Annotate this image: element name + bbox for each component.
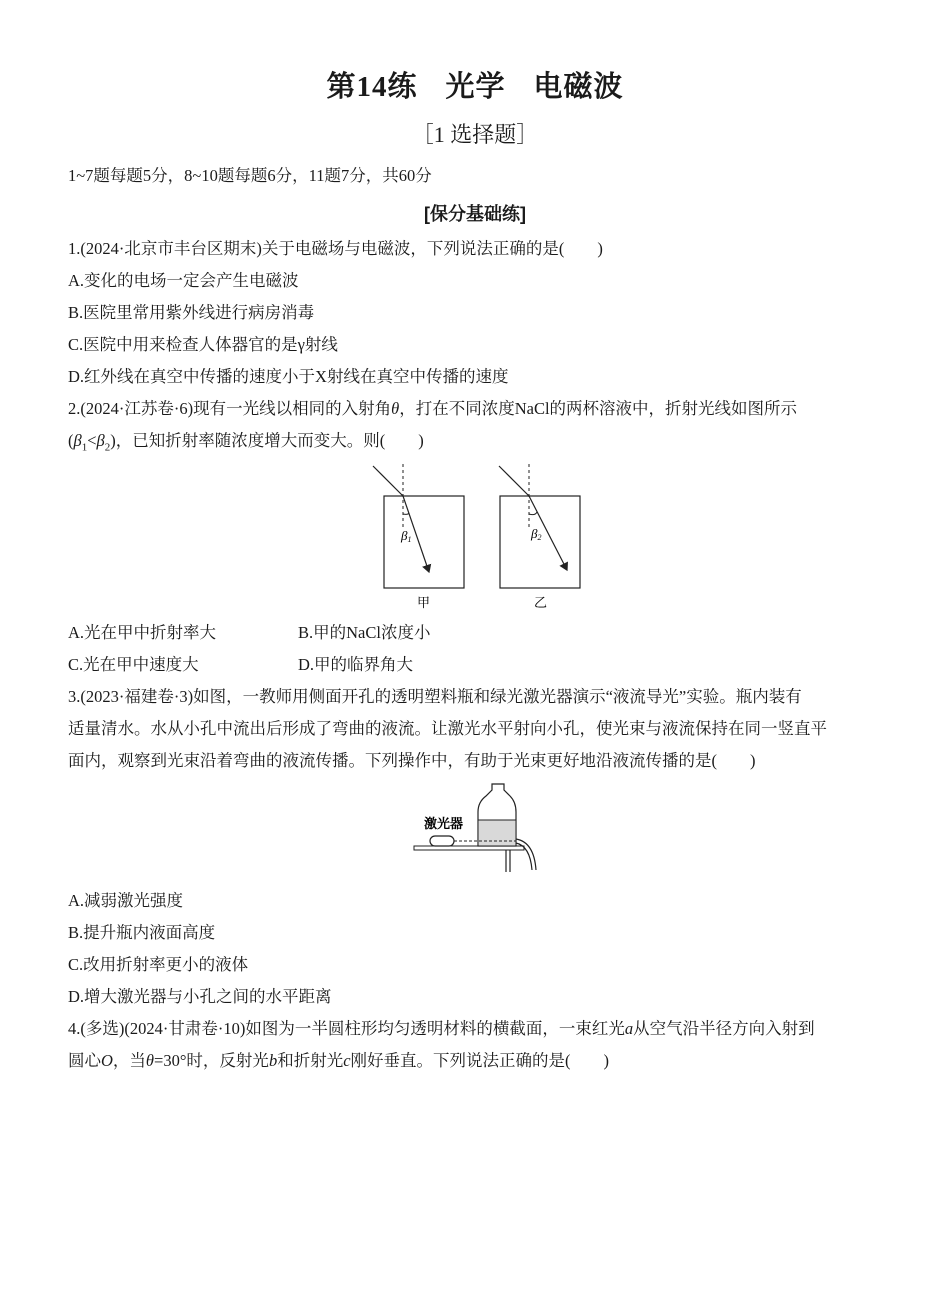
q3-option-d: D.增大激光器与小孔之间的水平距离 (68, 987, 332, 1006)
symbol-b: b (268, 1051, 278, 1070)
q3-stem-line3: 面内，观察到光束沿着弯曲的液流传播。下列操作中，有助于光束更好地沿液流传播的是( ) (68, 751, 756, 770)
q3-option-a: A.减弱激光强度 (68, 891, 184, 910)
beta-label-jia: β1 (401, 528, 412, 544)
subsection-heading: [保分基础练] (424, 204, 526, 224)
theta-symbol: θ (145, 1051, 155, 1070)
q4-text: 从空气沿半径方向入射到 (633, 1019, 815, 1038)
q3-option-b: B.提升瓶内液面高度 (68, 923, 216, 942)
laser-label: 激光器 (424, 816, 464, 831)
subscript: 1 (81, 441, 88, 454)
angle-arc-yi (529, 512, 537, 515)
beta-symbol: β (73, 431, 82, 450)
q1-option-d: D.红外线在真空中传播的速度小于X射线在真空中传播的速度 (68, 367, 509, 386)
beaker-yi (500, 496, 580, 588)
q2-option-a: A.光在甲中折射率大 (68, 623, 217, 642)
q1-stem: 1.(2024·北京市丰台区期末)关于电磁场与电磁波，下列说法正确的是( ) (68, 239, 603, 258)
q1-option-c: C.医院中用来检查人体器官的是γ射线 (68, 335, 338, 354)
incident-ray-yi (499, 466, 529, 496)
q2-option-d: D.甲的临界角大 (298, 655, 414, 674)
angle-arc-jia (403, 513, 409, 514)
beaker-jia (384, 496, 464, 588)
q2-refraction-figure (365, 462, 595, 612)
q2-text: 2.(2024·江苏卷·6)现有一光线以相同的入射角 (68, 399, 392, 418)
subscript: 2 (104, 441, 111, 454)
q3-light-guide-figure (410, 782, 550, 874)
laser-device (430, 836, 454, 846)
q4-text: 4.(多选)(2024·甘肃卷·10)如图为一半圆柱形均匀透明材料的横截面，一束红光 (68, 1019, 625, 1038)
symbol-a: a (624, 1019, 634, 1038)
q4-stem-line2 (68, 1050, 609, 1072)
q2-text: < (87, 431, 97, 450)
title-part3: 电磁波 (533, 71, 624, 103)
q2-option-c: C.光在甲中速度大 (68, 655, 199, 674)
q4-text: 刚好垂直。下列说法正确的是( ) (350, 1051, 610, 1070)
q1-option-b: B.医院里常用紫外线进行病房消毒 (68, 303, 315, 322)
scoring-note: 1~7题每题5分，8~10题每题6分，11题7分，共60分 (68, 166, 432, 185)
label-jia: 甲 (417, 595, 431, 610)
q2-text: ，打在不同浓度NaCl的两杯溶液中，折射光线如图所示 (399, 399, 798, 418)
beta-symbol: β (96, 431, 105, 450)
label-yi: 乙 (534, 595, 548, 610)
title-main: 第14练 (326, 71, 418, 103)
q2-text: )，已知折射率随浓度增大而变大。则( ) (110, 431, 424, 450)
q3-stem-line2: 适量清水。水从小孔中流出后形成了弯曲的液流。让激光水平射向小孔，使光束与液流保持在同一竖直平 (68, 719, 827, 738)
q4-text: 和折射光 (277, 1051, 344, 1070)
q4-text: 圆心 (68, 1051, 101, 1070)
theta-symbol: θ (391, 399, 400, 418)
q3-stem-line1: 3.(2023·福建卷·3)如图，一教师用侧面开孔的透明塑料瓶和绿光激光器演示“液流导光”实验。瓶内装有 (68, 687, 802, 706)
beta-label-yi: β2 (531, 526, 542, 542)
q3-option-c: C.改用折射率更小的液体 (68, 955, 249, 974)
section-heading: ［1 选择题］ (411, 122, 539, 147)
q2-stem-line1 (68, 398, 797, 420)
q4-text: ，当 (112, 1051, 146, 1070)
q2-text: ( (68, 431, 74, 450)
page-title (0, 64, 950, 105)
symbol-o: O (101, 1051, 113, 1070)
q1-option-a: A.变化的电场一定会产生电磁波 (68, 271, 299, 290)
incident-ray-jia (373, 466, 403, 496)
q4-stem-line1 (68, 1018, 815, 1040)
title-part2: 光学 (445, 71, 506, 103)
q2-option-b: B.甲的NaCl浓度小 (298, 623, 431, 642)
water (479, 820, 516, 845)
q2-stem-line2 (68, 430, 424, 458)
q4-text: =30°时，反射光 (154, 1051, 269, 1070)
symbol-c: c (343, 1051, 351, 1070)
